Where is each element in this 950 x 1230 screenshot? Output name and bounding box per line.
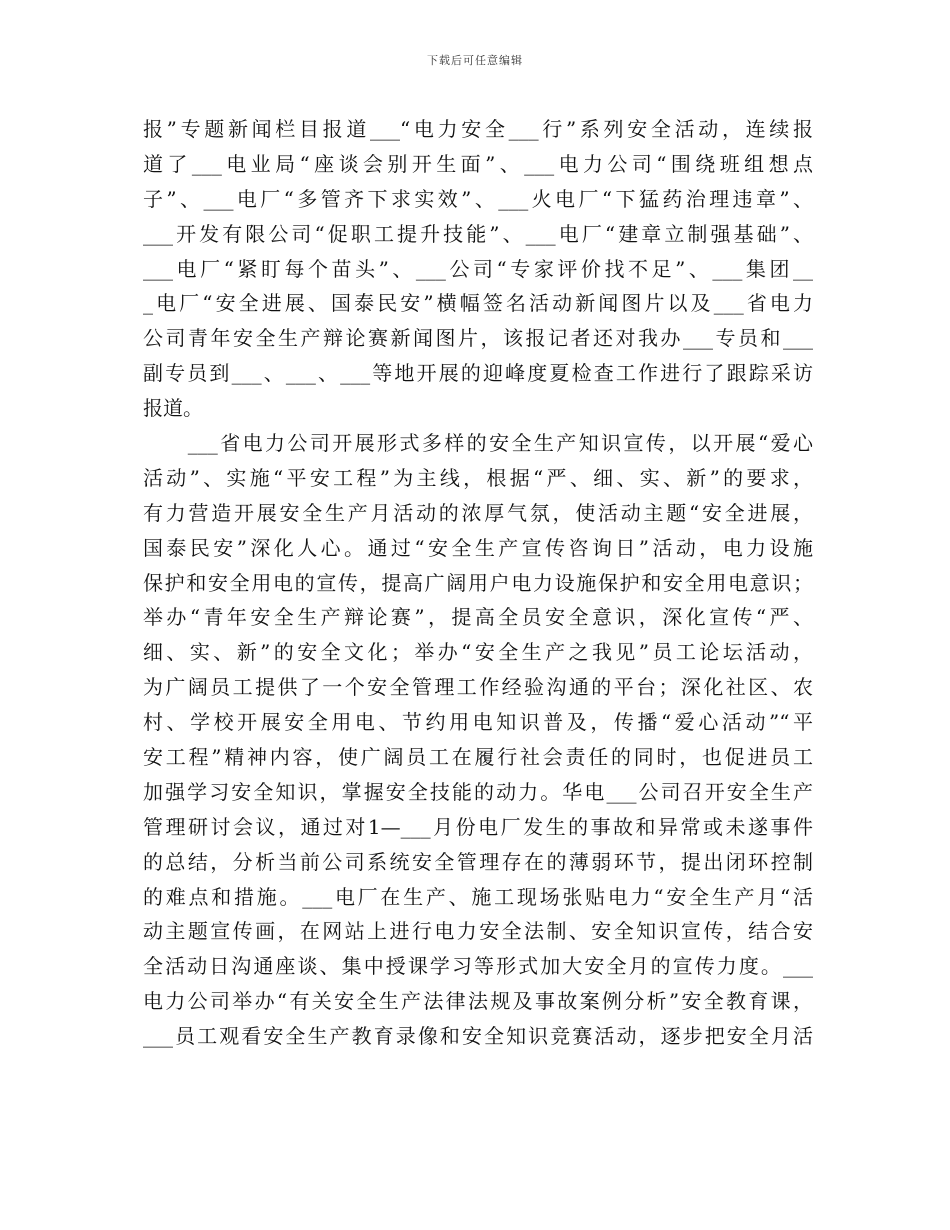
text-line: 为广阔员工提供了一个安全管理工作经验沟通的平台；深化社区、农 xyxy=(143,675,813,700)
text-line: 的总结，分析当前公司系统安全管理存在的薄弱环节，提出闭环控制 xyxy=(143,849,813,874)
text-line: 副专员到___、___、___等地开展的迎峰度夏检查工作进行了跟踪采访 xyxy=(143,361,813,386)
text-line: 保护和安全用电的宣传，提高广阔用户电力设施保护和安全用电意识； xyxy=(143,570,813,595)
page-header: 下载后可任意编辑 xyxy=(427,54,523,67)
text-line: 的难点和措施。___电厂在生产、施工现场张贴电力“安全生产月“活 xyxy=(143,884,813,909)
text-line: 动主题宣传画，在网站上进行电力安全法制、安全知识宣传，结合安 xyxy=(143,919,813,944)
text-line: 管理研讨会议，通过对1—___月份电厂发生的事故和异常或未遂事件 xyxy=(143,814,813,839)
text-line: 道了___电业局“座谈会别开生面”、___电力公司“围绕班组想点 xyxy=(143,151,813,176)
text-line: 有力营造开展安全生产月活动的浓厚气氛，使活动主题“安全进展， xyxy=(143,500,813,525)
text-line: 村、学校开展安全用电、节约用电知识普及，传播“爱心活动”“平 xyxy=(143,710,813,735)
document-body xyxy=(143,112,813,1054)
text-line: ___开发有限公司“促职工提升技能”、___电厂“建章立制强基础”、 xyxy=(143,221,813,246)
text-line: 子”、___电厂“多管齐下求实效”、___火电厂“下猛药治理违章”、 xyxy=(143,186,813,211)
text-line: ___省电力公司开展形式多样的安全生产知识宣传，以开展“爱心 xyxy=(143,431,813,456)
paragraph-end-line: 报道。 xyxy=(143,396,203,421)
text-line: ___电厂“紧盯每个苗头”、___公司“专家评价找不足”、___集团__ xyxy=(143,256,813,281)
text-line: 公司青年安全生产辩论赛新闻图片，该报记者还对我办___专员和___ xyxy=(143,326,813,351)
text-line: 活动”、实施“平安工程”为主线，根据“严、细、实、新”的要求， xyxy=(143,465,813,490)
text-line: 细、实、新”的安全文化；举办“安全生产之我见”员工论坛活动， xyxy=(143,640,813,665)
text-line: 国泰民安”深化人心。通过“安全生产宣传咨询日”活动，电力设施 xyxy=(143,535,813,560)
text-line: _电厂“安全进展、国泰民安”横幅签名活动新闻图片以及___省电力 xyxy=(143,291,813,316)
text-line: ___员工观看安全生产教育录像和安全知识竞赛活动，逐步把安全月活 xyxy=(143,1024,813,1049)
text-line: 举办“青年安全生产辩论赛”，提高全员安全意识，深化宣传“严、 xyxy=(143,605,813,630)
text-line: 加强学习安全知识，掌握安全技能的动力。华电___公司召开安全生产 xyxy=(143,779,813,804)
text-line: 全活动日沟通座谈、集中授课学习等形式加大安全月的宣传力度。___ xyxy=(143,954,813,979)
text-line: 报”专题新闻栏目报道___“电力安全___行”系列安全活动，连续报 xyxy=(143,117,813,141)
text-line: 电力公司举办“有关安全生产法律法规及事故案例分析”安全教育课， xyxy=(143,989,813,1014)
text-line: 安工程”精神内容，使广阔员工在履行社会责任的同时，也促进员工 xyxy=(143,745,813,770)
